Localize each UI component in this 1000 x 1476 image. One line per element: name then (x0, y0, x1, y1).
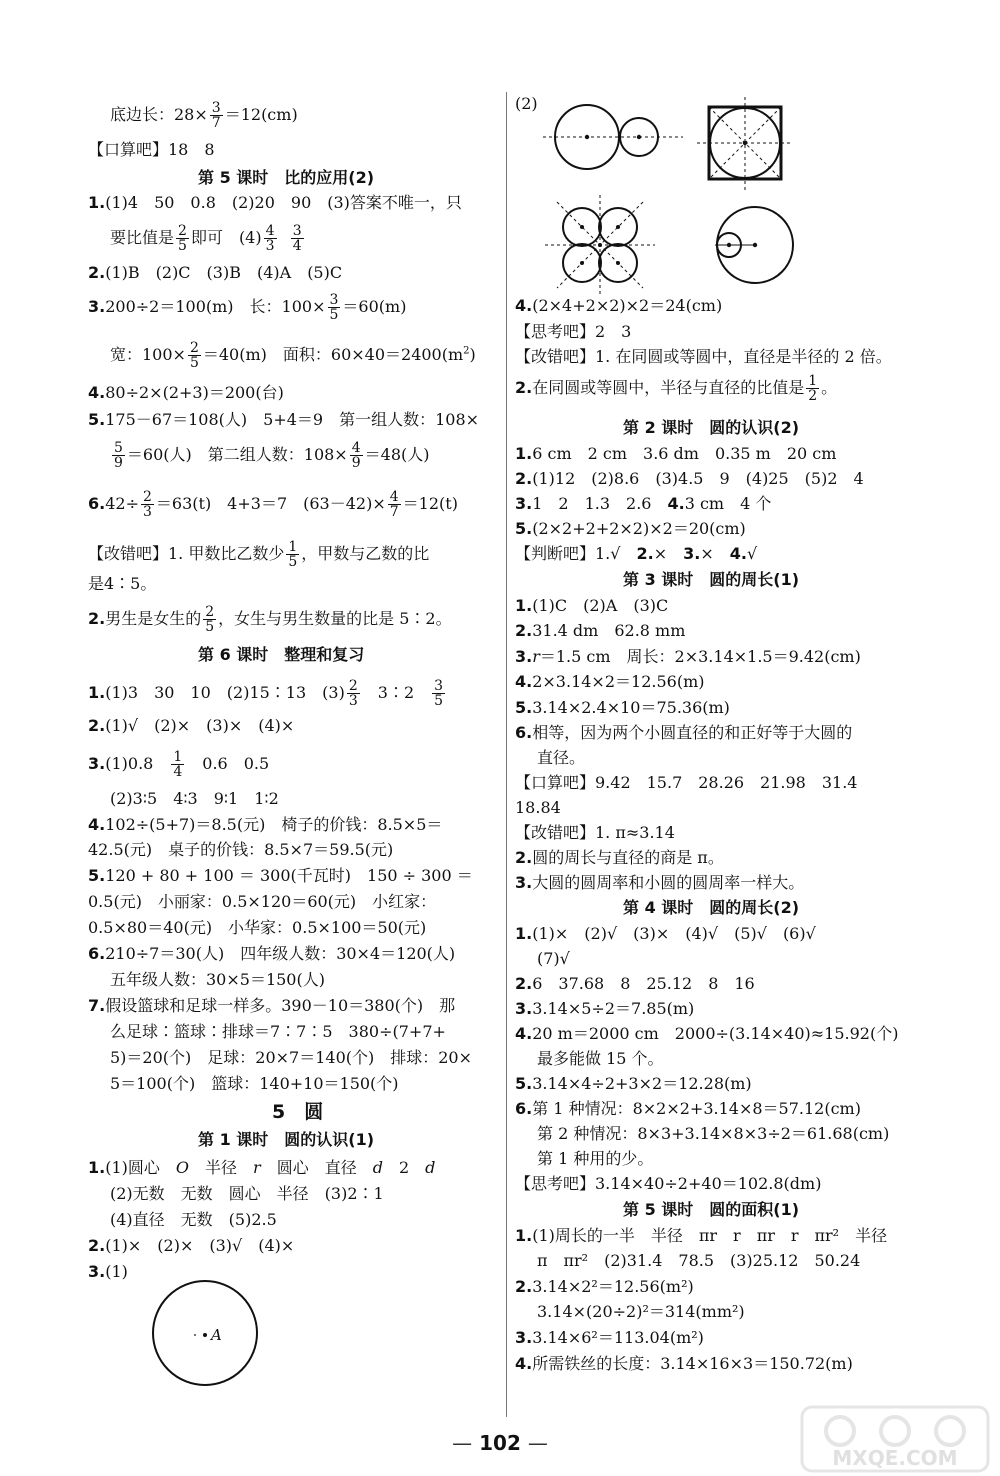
dot (194, 1334, 196, 1336)
c1-q1-cont-line: (2)无数 无数 圆心 半径 (3)2∶1 (110, 1184, 384, 1203)
q5-line: 5.175－67＝108(人) 5+4＝9 第一组人数：108× (88, 410, 480, 429)
inner-tangent-circle-figure (705, 203, 805, 287)
center-dot (727, 243, 731, 247)
fig2-label: (2) (515, 94, 538, 113)
point-a-label: A (211, 1326, 222, 1344)
q4-line: 4.80÷2×(2+3)＝200(台) (88, 383, 284, 402)
lesson-1-heading: 第 1 课时 圆的认识(1) (198, 1130, 375, 1149)
column-divider (506, 92, 507, 1417)
lesson-6-heading: 第 6 课时 整理和复习 (198, 645, 365, 664)
r6-q2-line: 2.(1)√ (2)× (3)× (4)× (88, 716, 295, 735)
circle-in-square-figure (695, 95, 795, 195)
q1-cont-line: 要比值是 $\frac{2}{5}$ 即可 (4) $\frac{4}{3}$ $\frac{3}{4}$ (110, 223, 302, 254)
watermark-glyph (936, 1417, 964, 1445)
c4-q6-line: 6.第 1 种情况：8×2×2+3.14×8＝57.12(cm) (515, 1099, 861, 1118)
r6-q7-line: 7.假设篮球和足球一样多。390－10＝380(个) 那 (88, 996, 456, 1015)
c5-q3-line: 3.3.14×6²＝113.04(m²) (515, 1328, 704, 1347)
gaicuo-r1-line: 【改错吧】1. 在同圆或等圆中，直径是半径的 2 倍。 (515, 347, 892, 366)
c3-q1-line: 1.(1)C (2)A (3)C (515, 596, 669, 615)
r6-q1-line: 1.(1)3 30 10 (2)15∶13 (3) $\frac{2}{3}$ 3∶2 $\frac{3}{5}$ (88, 678, 444, 709)
panduan-line: 【判断吧】1.√ 2.× 3.× 4.√ (515, 544, 758, 563)
c1-q1-line: 1.(1)圆心 O 半径 r 圆心 直径 d 2 d (88, 1158, 436, 1177)
r6-q4-cont-line: 42.5(元) 桌子的价钱：8.5×7＝59.5(元) (88, 840, 394, 859)
gaicuo-r2-line: 2.在同圆或等圆中，半径与直径的比值是 $\frac{1}{2}$ 。 (515, 373, 838, 404)
gaicuo-cont-line: 是4∶5。 (88, 574, 157, 593)
gaicuo-r3-line: 【改错吧】1. π≈3.14 (515, 823, 675, 842)
c5-q2-line: 2.3.14×2²＝12.56(m²) (515, 1277, 694, 1296)
lesson-2-heading: 第 2 课时 圆的认识(2) (623, 418, 800, 437)
r6-q3-cont-line: (2)3∶5 4∶3 9∶1 1∶2 (110, 789, 279, 808)
center-dot (616, 261, 620, 265)
q5-cont-line: $\frac{5}{9}$ ＝60(人) 第二组人数：108× $\frac{4}{9}$ ＝48(人) (114, 440, 430, 471)
gaicuo-2-line: 2.男生是女生的 $\frac{2}{5}$ ，女生与男生数量的比是 5∶2。 (88, 604, 452, 635)
c5-q4-line: 4.所需铁丝的长度：3.14×16×3＝150.72(m) (515, 1354, 853, 1373)
center-point (203, 1333, 207, 1337)
r6-q7-cont3-line: 5＝100(个) 篮球：140+10＝150(个) (110, 1074, 399, 1093)
gaicuo-r5-line: 3.大圆的圆周率和小圆的圆周率一样大。 (515, 873, 805, 892)
center-dot (753, 243, 757, 247)
q3-line: 3.200÷2＝100(m) 长：100× $\frac{3}{5}$ ＝60(m) (88, 292, 407, 323)
base-length-line (110, 101, 298, 130)
sikao-line: 【思考吧】2 3 (515, 322, 632, 341)
dash-left: — (452, 1431, 473, 1455)
c3-q4-line: 4.2×3.14×2＝12.56(m) (515, 672, 705, 691)
q3-cont-line: 宽：100× $\frac{2}{5}$ ＝40(m) 面积：$60\times 40=2400(m^2)$ (110, 340, 476, 371)
lesson-5-heading: 第 5 课时 比的应用(2) (198, 168, 375, 187)
r6-q7-cont2-line: 5)＝20(个) 足球：20×7＝140(个) 排球：20× (110, 1048, 473, 1067)
lesson-5b-heading: 第 5 课时 圆的面积(1) (623, 1200, 800, 1219)
c4-q4-line: 4.20 m＝2000 cm 2000÷(3.14×40)≈15.92(个) (515, 1024, 899, 1043)
kousuan-r-cont-line: 18.84 (515, 798, 561, 817)
c5-q1-line: 1.(1)周长的一半 半径 πr r πr r πr² 半径 (515, 1226, 888, 1245)
c4-q6-cont-line: 第 2 种情况：8×3+3.14×8×3÷2＝61.68(cm) (537, 1124, 890, 1143)
lesson-4-heading: 第 4 课时 圆的周长(2) (623, 898, 800, 917)
two-circles-figure (543, 103, 683, 173)
c4-q1-line: 1.(1)× (2)√ (3)× (4)√ (5)√ (6)√ (515, 924, 816, 943)
c2-q2-line: 2.(1)12 (2)8.6 (3)4.5 9 (4)25 (5)2 4 (515, 469, 864, 488)
c4-q4-cont-line: 最多能做 15 个。 (537, 1049, 664, 1068)
c4-q5-line: 5.3.14×4÷2+3×2＝12.28(m) (515, 1074, 752, 1093)
c3-q2-line: 2.31.4 dm 62.8 mm (515, 621, 686, 640)
c1-q3-line: 3.(1) (88, 1262, 128, 1281)
c2-q1-line: 1.6 cm 2 cm 3.6 dm 0.35 m 20 cm (515, 444, 837, 463)
q2-line: 2.(1)B (2)C (3)B (4)A (5)C (88, 263, 343, 282)
r6-q6-cont-line: 五年级人数：30×5＝150(人) (110, 970, 325, 989)
gaicuo-r4-line: 2.圆的周长与直径的商是 π。 (515, 848, 724, 867)
fig-q4-line: 4.(2×4+2×2)×2＝24(cm) (515, 296, 723, 315)
center-dot (580, 225, 584, 229)
watermark-glyph (881, 1417, 909, 1445)
lesson-3-heading: 第 3 课时 圆的周长(1) (623, 570, 800, 589)
center-dot (616, 225, 620, 229)
dash-right: — (527, 1431, 548, 1455)
center-dot (585, 135, 589, 139)
fraction: $\frac{3}{7}$ (211, 100, 221, 131)
circle-a-figure (145, 1278, 265, 1388)
c3-q6-cont-line: 直径。 (537, 748, 586, 767)
c4-q6-cont2-line: 第 1 种用的少。 (537, 1149, 654, 1168)
c1-q1-cont2-line: (4)直径 无数 (5)2.5 (110, 1210, 277, 1229)
text: 底边长：28× (110, 105, 208, 124)
c2-q3-line: 3.1 2 1.3 2.6 4.3 cm 4 个 (515, 494, 772, 513)
center-dot (637, 135, 641, 139)
c4-q3-line: 3.3.14×5÷2＝7.85(m) (515, 999, 695, 1018)
c4-q2-line: 2.6 37.68 8 25.12 8 16 (515, 974, 755, 993)
sikao-r-line: 【思考吧】3.14×40÷2+40＝102.8(dm) (515, 1174, 822, 1193)
watermark-glyph (826, 1417, 854, 1445)
c5-q2-cont-line: 3.14×(20÷2)²＝314(mm²) (537, 1302, 745, 1321)
c5-q1-cont-line: π πr² (2)31.4 78.5 (3)25.12 50.24 (537, 1251, 861, 1270)
kousuan-r-line: 【口算吧】9.42 15.7 28.26 21.98 31.4 (515, 773, 858, 792)
c2-q5-line: 5.(2×2+2+2×2)×2＝20(cm) (515, 519, 746, 538)
center-dot (580, 261, 584, 265)
gaicuo-line: 【改错吧】1. 甲数比乙数少 $\frac{1}{5}$ ，甲数与乙数的比 (88, 539, 430, 570)
r6-q3-line: 3.(1)0.8 $\frac{1}{4}$ 0.6 0.5 (88, 749, 270, 780)
r6-q4-line: 4.102÷(5+7)＝8.5(元) 椅子的价钱：8.5×5＝ (88, 815, 443, 834)
q6-line: 6.42÷ $\frac{2}{3}$ ＝63(t) 4+3＝7 (63－42)× $\frac{4}{7}$ ＝12(t) (88, 489, 458, 520)
c4-q1-cont-line: (7)√ (537, 949, 570, 968)
center-dot (743, 141, 747, 145)
watermark-logo (800, 1405, 990, 1473)
r6-q5-line: 5.120 + 80 + 100 ＝ 300(千瓦时) 150 ÷ 300 ＝ (88, 866, 473, 885)
r6-q5-cont2-line: 0.5×80＝40(元) 小华家：0.5×100＝50(元) (88, 918, 427, 937)
chapter-5-heading: 5 圆 (272, 1101, 324, 1123)
r6-q5-cont-line: 0.5(元) 小丽家：0.5×120＝60(元) 小红家： (88, 892, 437, 911)
q1-line: 1.(1)4 50 0.8 (2)20 90 (3)答案不唯一，只 (88, 193, 462, 212)
kousuan-line: 【口算吧】18 8 (88, 140, 215, 159)
c3-q3-line: 3.r＝1.5 cm 周长：2×3.14×1.5＝9.42(cm) (515, 647, 861, 666)
c3-q6-line: 6.相等，因为两个小圆直径的和正好等于大圆的 (515, 723, 853, 742)
four-circles-figure (545, 195, 655, 295)
r6-q7-cont-line: 么足球∶篮球∶排球＝7∶7∶5 380÷(7+7+ (110, 1022, 446, 1041)
c3-q5-line: 5.3.14×2.4×10＝75.36(m) (515, 698, 730, 717)
watermark-text: MXQE.COM (832, 1446, 958, 1470)
text: ＝12(cm) (224, 105, 298, 124)
r6-q6-line: 6.210÷7＝30(人) 四年级人数：30×4＝120(人) (88, 944, 456, 963)
c1-q2-line: 2.(1)× (2)× (3)√ (4)× (88, 1236, 295, 1255)
page-number-value: 102 (479, 1431, 521, 1455)
center-dot (598, 243, 602, 247)
